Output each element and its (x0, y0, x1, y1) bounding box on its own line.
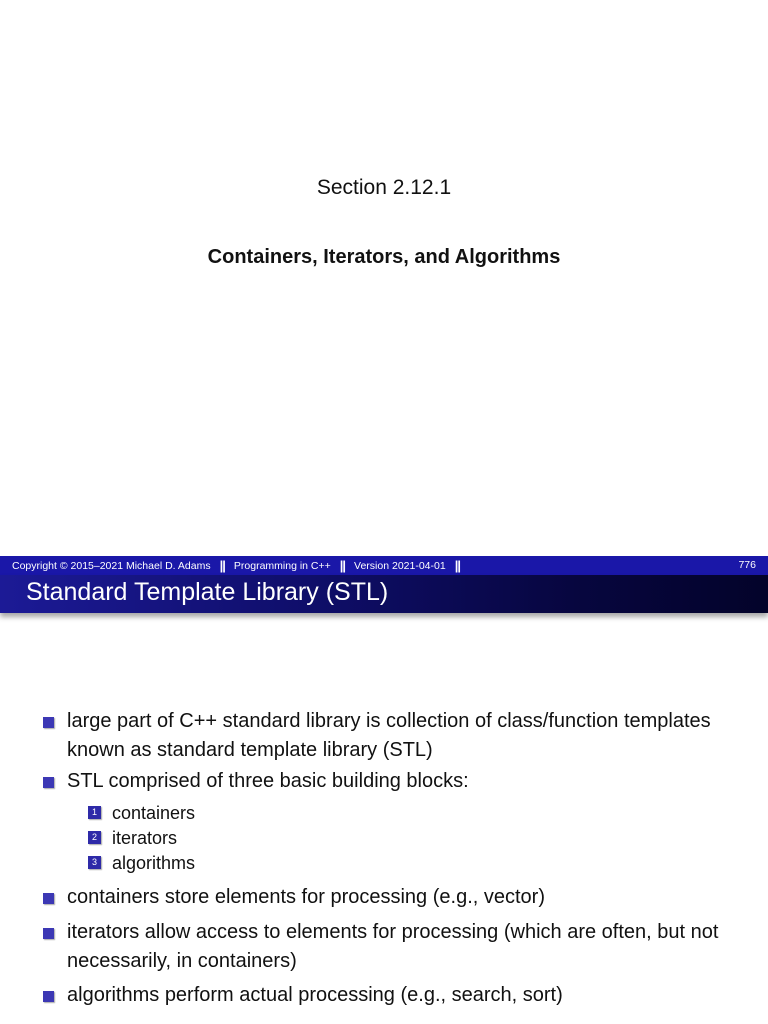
bullet-text: containers store elements for processing (e.g., vector) (67, 886, 545, 908)
number-badge: 1 (88, 806, 101, 819)
number-badge: 3 (88, 856, 101, 869)
bullet-square-icon (43, 991, 54, 1002)
bullet-square-icon (43, 777, 54, 788)
footer-copyright: Copyright © 2015–2021 Michael D. Adams (12, 559, 211, 572)
bullet-text: iterators allow access to elements for processing (which are often, but not necessarily, in containers) (67, 921, 719, 972)
footer-separator: || (454, 558, 460, 573)
bullet-square-icon (43, 928, 54, 939)
footer-separator: || (339, 558, 346, 573)
slide-body (0, 613, 768, 1024)
footer-page-number: 776 (738, 559, 756, 571)
slide-footer (0, 556, 768, 575)
number-badge: 2 (88, 831, 101, 844)
bullet-text: algorithms perform actual processing (e.g., search, sort) (67, 984, 563, 1006)
bullet-text: large part of C++ standard library is collection of class/function templates known as standard template library (STL) (67, 710, 711, 761)
footer-version: Version 2021-04-01 (354, 559, 446, 572)
slide-title: Standard Template Library (STL) (26, 578, 389, 606)
footer-course: Programming in C++ (233, 559, 331, 572)
slide-title-bar (0, 575, 768, 613)
bullet-square-icon (43, 717, 54, 728)
section-title: Containers, Iterators, and Algorithms (207, 246, 561, 268)
sub-item-text: algorithms (112, 853, 196, 873)
sub-item-text: iterators (112, 828, 178, 848)
sub-item-text: containers (112, 803, 196, 823)
bullet-text: STL comprised of three basic building blocks: (67, 770, 469, 792)
section-number: Section 2.12.1 (316, 176, 452, 199)
bullet-square-icon (43, 893, 54, 904)
footer-separator: || (219, 558, 225, 573)
